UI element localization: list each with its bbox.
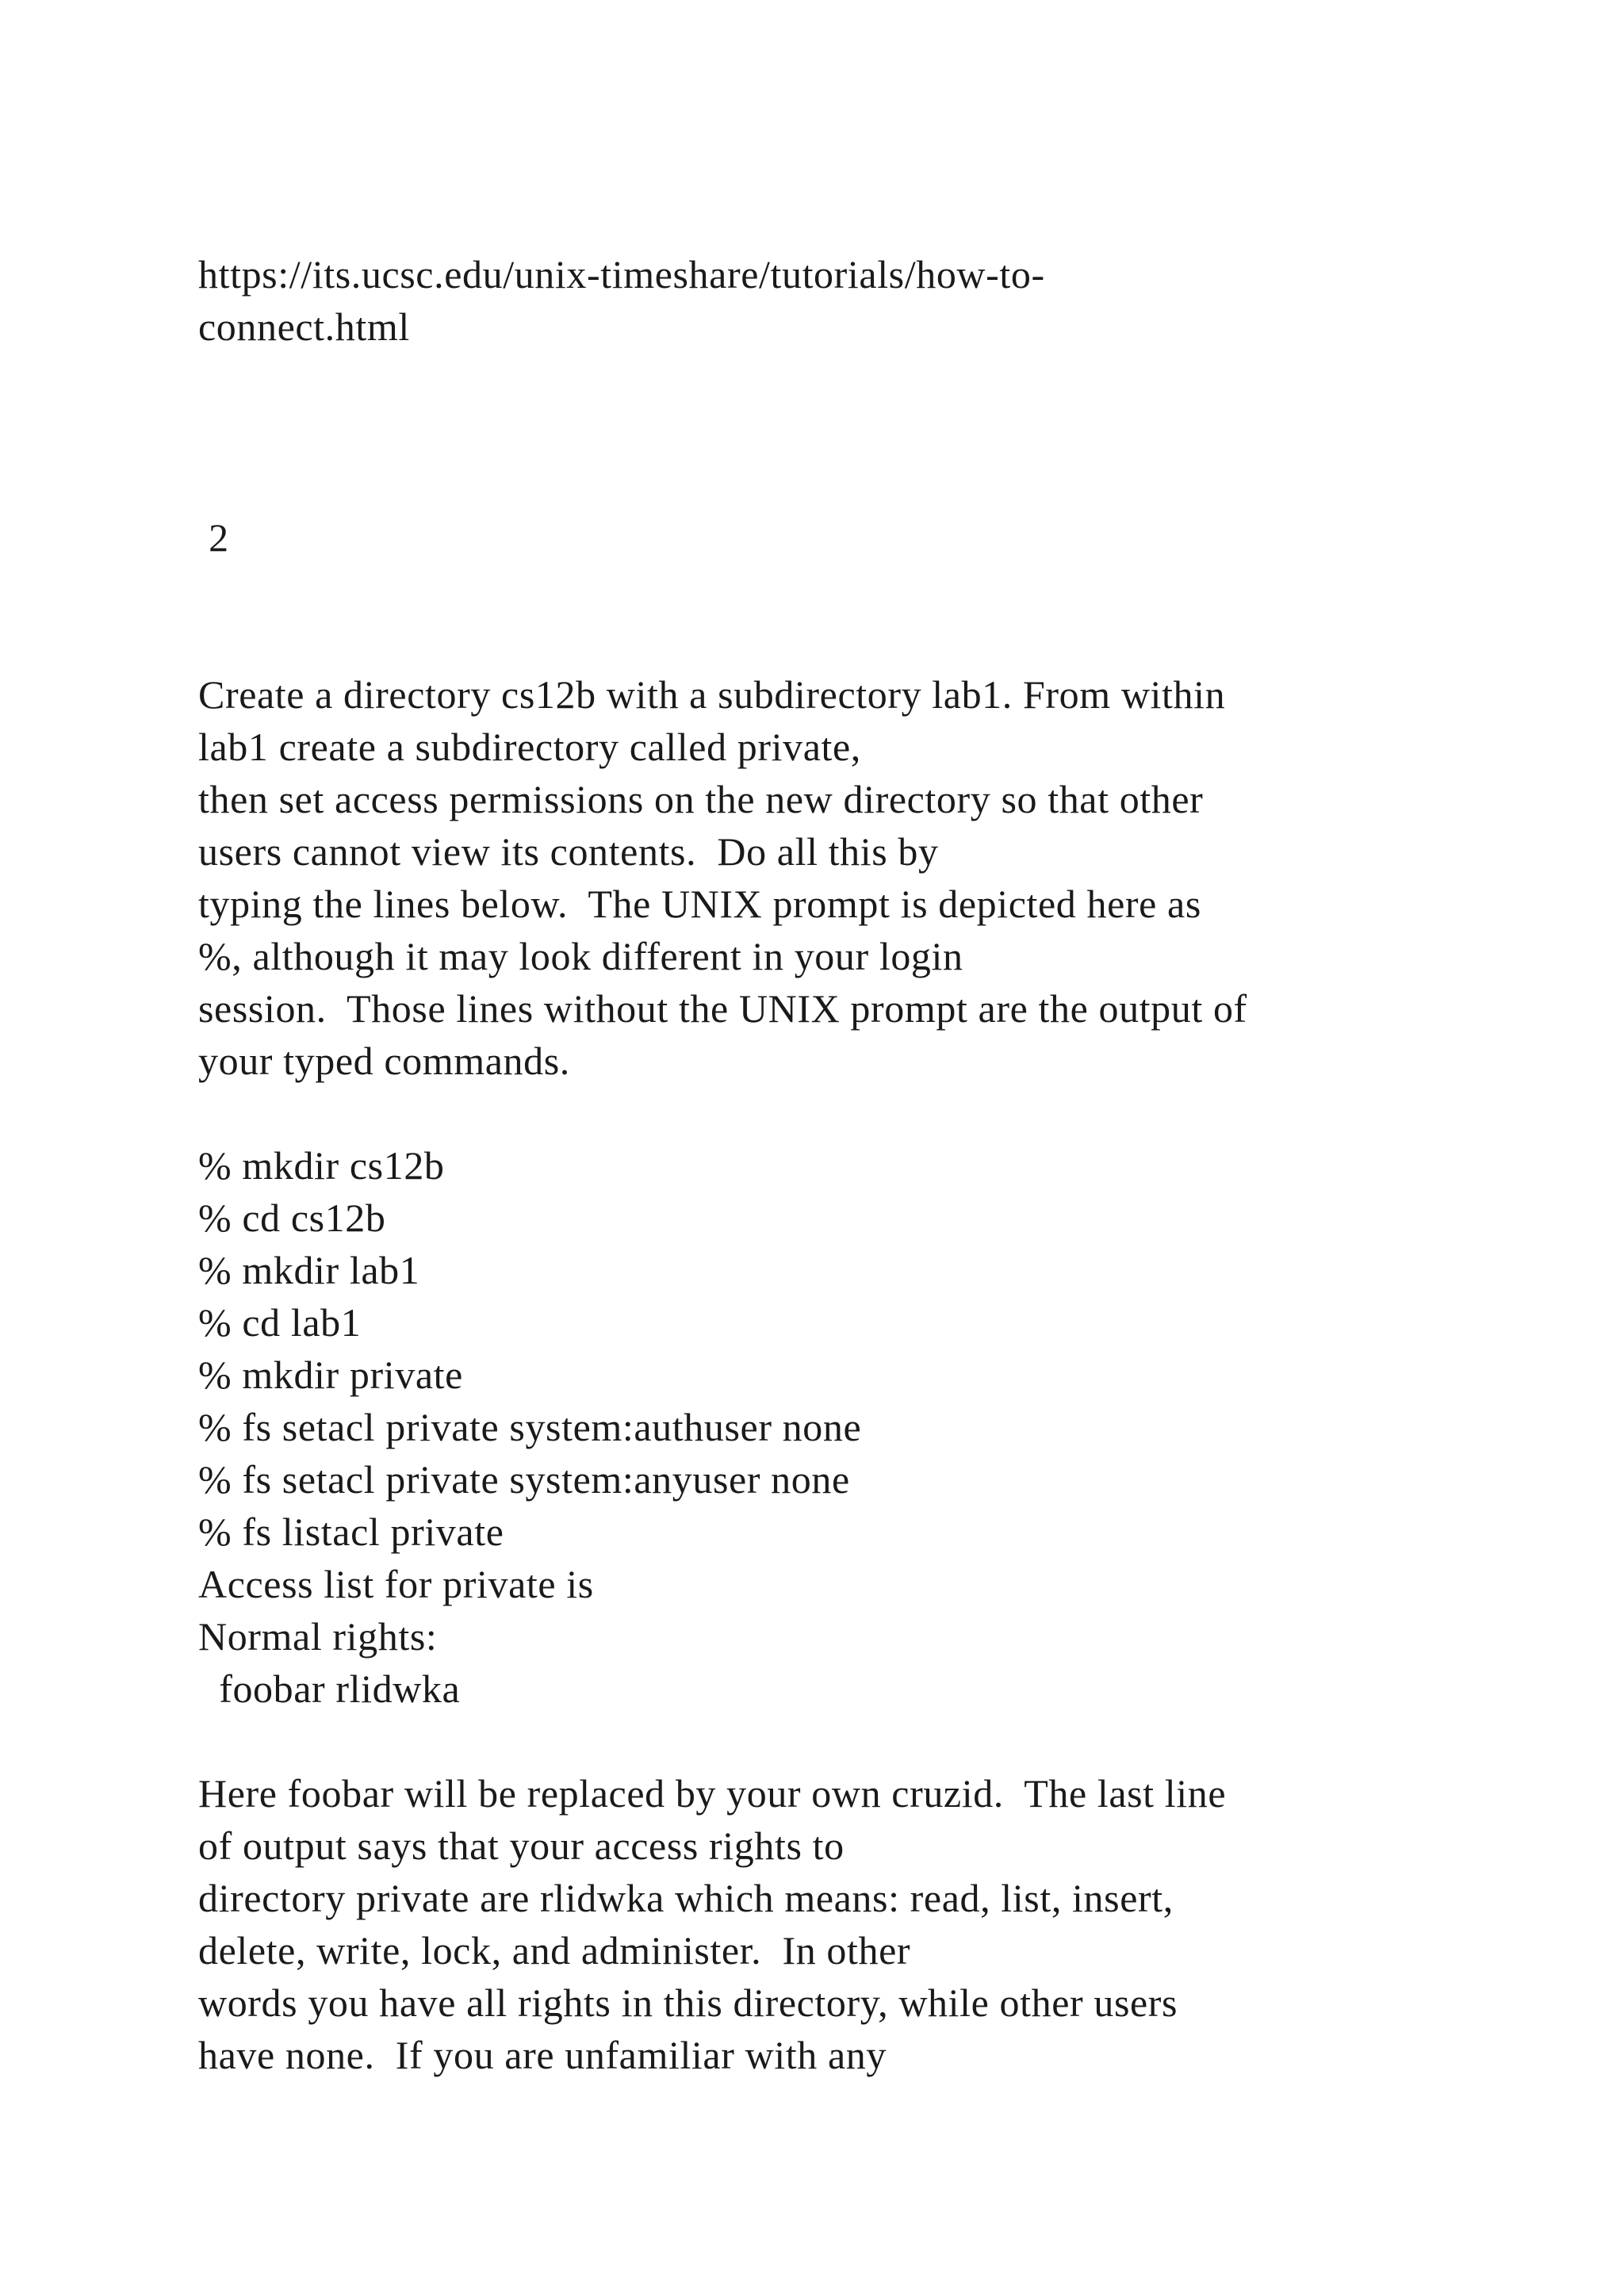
page-number: 2 bbox=[198, 515, 229, 560]
command-line-6: % fs setacl private system:authuser none bbox=[198, 1405, 862, 1449]
url-line-2: connect.html bbox=[198, 304, 410, 349]
command-line-3: % mkdir lab1 bbox=[198, 1248, 420, 1292]
command-line-4: % cd lab1 bbox=[198, 1300, 362, 1345]
output-line-1: Access list for private is bbox=[198, 1562, 594, 1606]
url-line-1: https://its.ucsc.edu/unix-timeshare/tutorials/how-to- bbox=[198, 252, 1045, 297]
command-line-1: % mkdir cs12b bbox=[198, 1143, 445, 1188]
explanation-line-6: have none. If you are unfamiliar with any bbox=[198, 2033, 887, 2077]
output-line-3: foobar rlidwka bbox=[198, 1667, 461, 1711]
explanation-line-1: Here foobar will be replaced by your own cruzid. The last line bbox=[198, 1771, 1227, 1816]
explanation-line-3: directory private are rlidwka which means: read, list, insert, bbox=[198, 1876, 1174, 1920]
output-line-2: Normal rights: bbox=[198, 1614, 438, 1659]
intro-line-2: lab1 create a subdirectory called private, bbox=[198, 725, 861, 769]
intro-line-8: your typed commands. bbox=[198, 1039, 570, 1083]
intro-line-4: users cannot view its contents. Do all this by bbox=[198, 829, 939, 874]
command-line-7: % fs setacl private system:anyuser none bbox=[198, 1457, 850, 1502]
intro-line-5: typing the lines below. The UNIX prompt is depicted here as bbox=[198, 882, 1201, 926]
explanation-line-5: words you have all rights in this directory, while other users bbox=[198, 1980, 1178, 2025]
explanation-line-4: delete, write, lock, and administer. In other bbox=[198, 1928, 911, 1973]
intro-line-3: then set access permissions on the new directory so that other bbox=[198, 777, 1204, 821]
command-line-8: % fs listacl private bbox=[198, 1510, 504, 1554]
command-line-2: % cd cs12b bbox=[198, 1196, 386, 1240]
explanation-line-2: of output says that your access rights to bbox=[198, 1823, 845, 1868]
command-line-5: % mkdir private bbox=[198, 1353, 463, 1397]
intro-line-6: %, although it may look different in your login bbox=[198, 934, 963, 978]
intro-line-7: session. Those lines without the UNIX prompt are the output of bbox=[198, 986, 1247, 1031]
intro-line-1: Create a directory cs12b with a subdirectory lab1. From within bbox=[198, 672, 1226, 717]
